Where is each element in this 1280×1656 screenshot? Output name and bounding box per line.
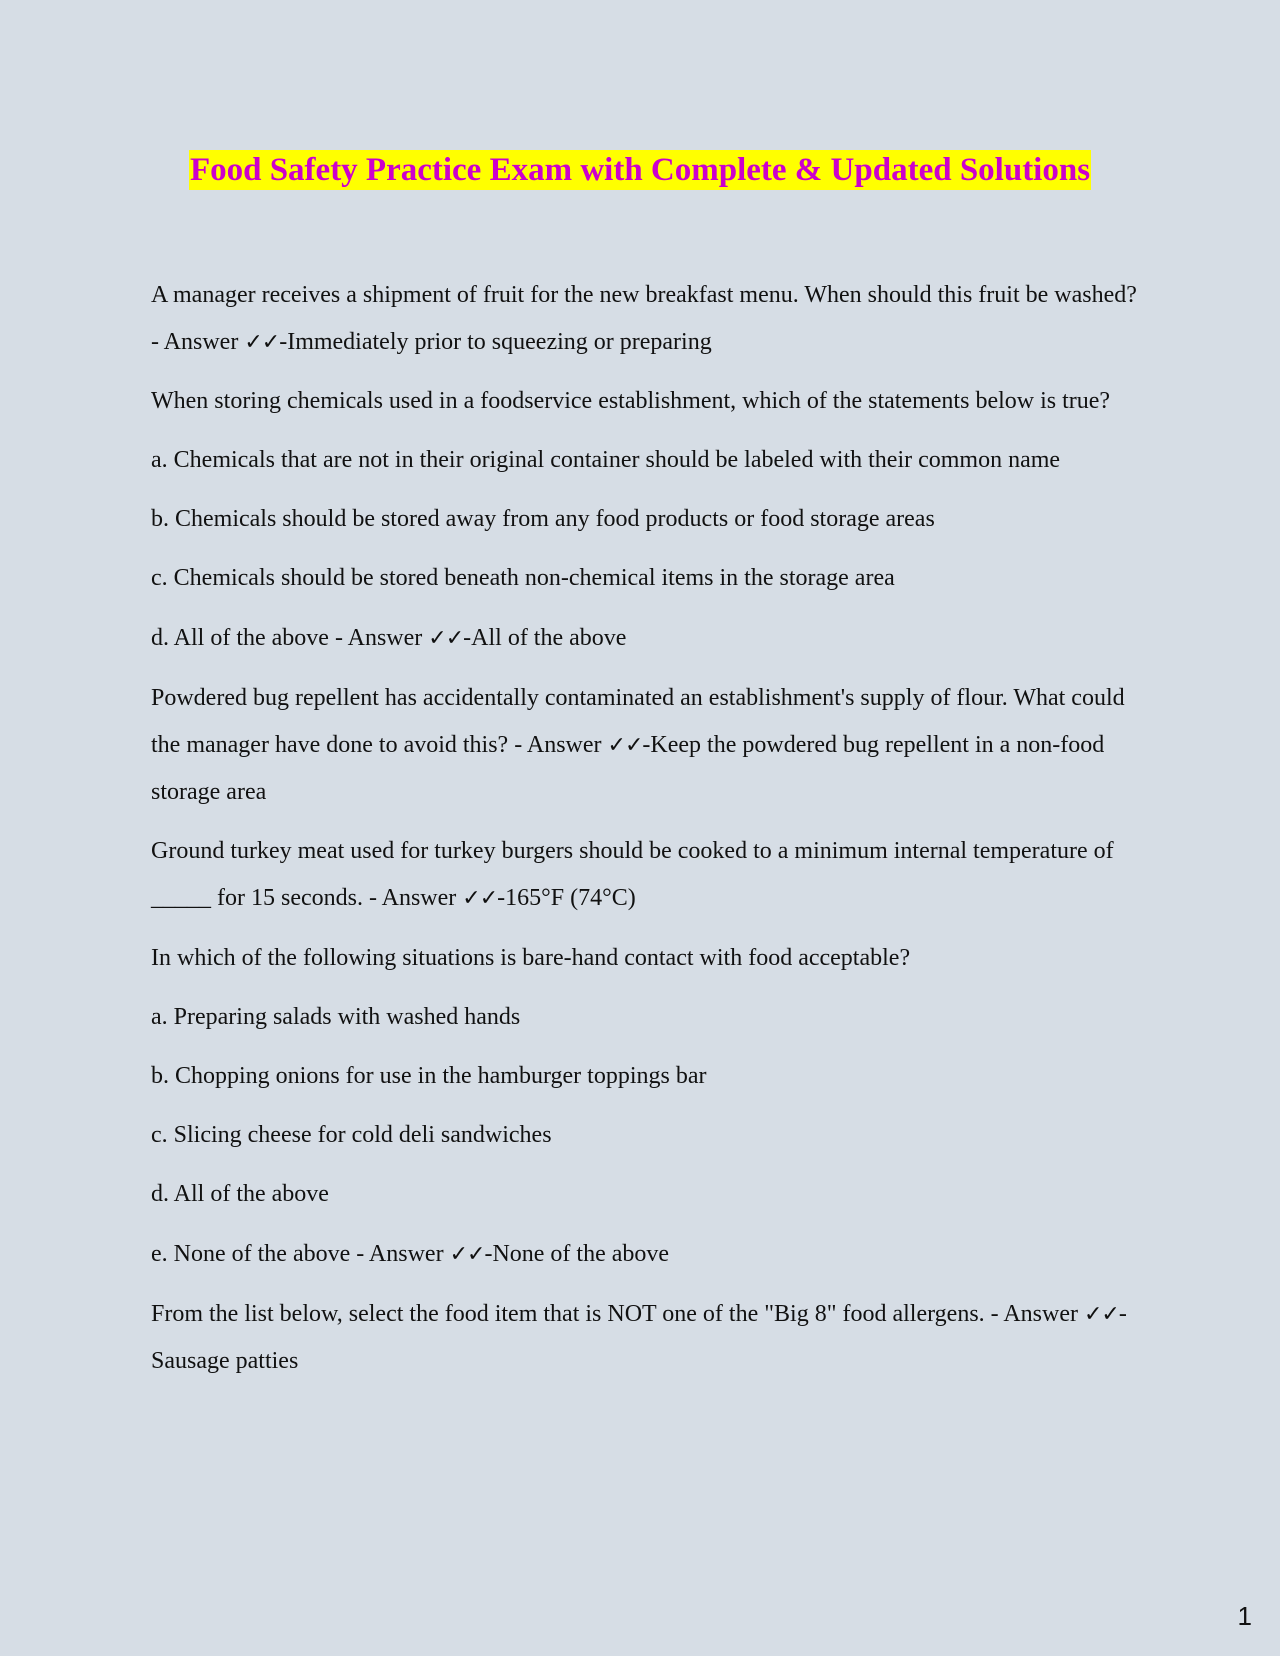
option-text: e. None of the above - Answer [151,1241,450,1267]
question-text: Ground turkey meat used for turkey burgers should be cooked to a minimum internal temperature of _____ for 15 seconds. - Answer [151,838,1114,911]
answer-text: -Sausage patties [151,1301,1127,1374]
option-5d: d. All of the above [151,1181,329,1207]
question-5: In which of the following situations is bare-hand contact with food acceptable? [151,945,911,971]
answer-text: -Keep the powdered bug repellent in a non-food storage area [151,732,1105,805]
document-title: Food Safety Practice Exam with Complete & Updated Solutions [189,152,1091,188]
option-5b: b. Chopping onions for use in the hamburger toppings bar [151,1063,707,1089]
question-2: When storing chemicals used in a foodservice establishment, which of the statements below is true? [151,388,1111,414]
question-text: From the list below, select the food item that is NOT one of the "Big 8" food allergens. - Answer [151,1301,1084,1327]
question-1 [151,272,1141,366]
question-text: A manager receives a shipment of fruit for the new breakfast menu. When should this fruit be washed? - Answer [151,282,1137,355]
title-area [0,150,1280,190]
option-2d-answer [151,615,1141,662]
option-2b: b. Chemicals should be stored away from any food products or food storage areas [151,506,935,532]
double-check-icon: ✓✓ [1084,1302,1119,1327]
question-text: Powdered bug repellent has accidentally contaminated an establishment's supply of flour. What could the manager have done to avoid this? - Answer [151,685,1125,758]
double-check-icon: ✓✓ [244,330,280,355]
document-body [151,272,1141,1385]
answer-text: -None of the above [484,1241,670,1267]
page-number: 1 [1237,1601,1252,1631]
option-5c: c. Slicing cheese for cold deli sandwiches [151,1122,552,1148]
question-4 [151,828,1141,922]
answer-text: -All of the above [463,625,627,651]
double-check-icon: ✓✓ [428,626,464,651]
option-5e-answer [151,1231,1141,1278]
option-2c: c. Chemicals should be stored beneath non-chemical items in the storage area [151,565,895,591]
question-6 [151,1291,1141,1385]
option-5a: a. Preparing salads with washed hands [151,1004,521,1030]
double-check-icon: ✓✓ [462,886,498,911]
double-check-icon: ✓✓ [607,733,643,758]
answer-text: -Immediately prior to squeezing or preparing [279,329,712,355]
option-text: d. All of the above - Answer [151,625,429,651]
option-2a: a. Chemicals that are not in their original container should be labeled with their common name [151,447,1061,473]
double-check-icon: ✓✓ [449,1242,485,1267]
answer-text: -165°F (74°C) [497,885,636,911]
question-3 [151,675,1141,816]
